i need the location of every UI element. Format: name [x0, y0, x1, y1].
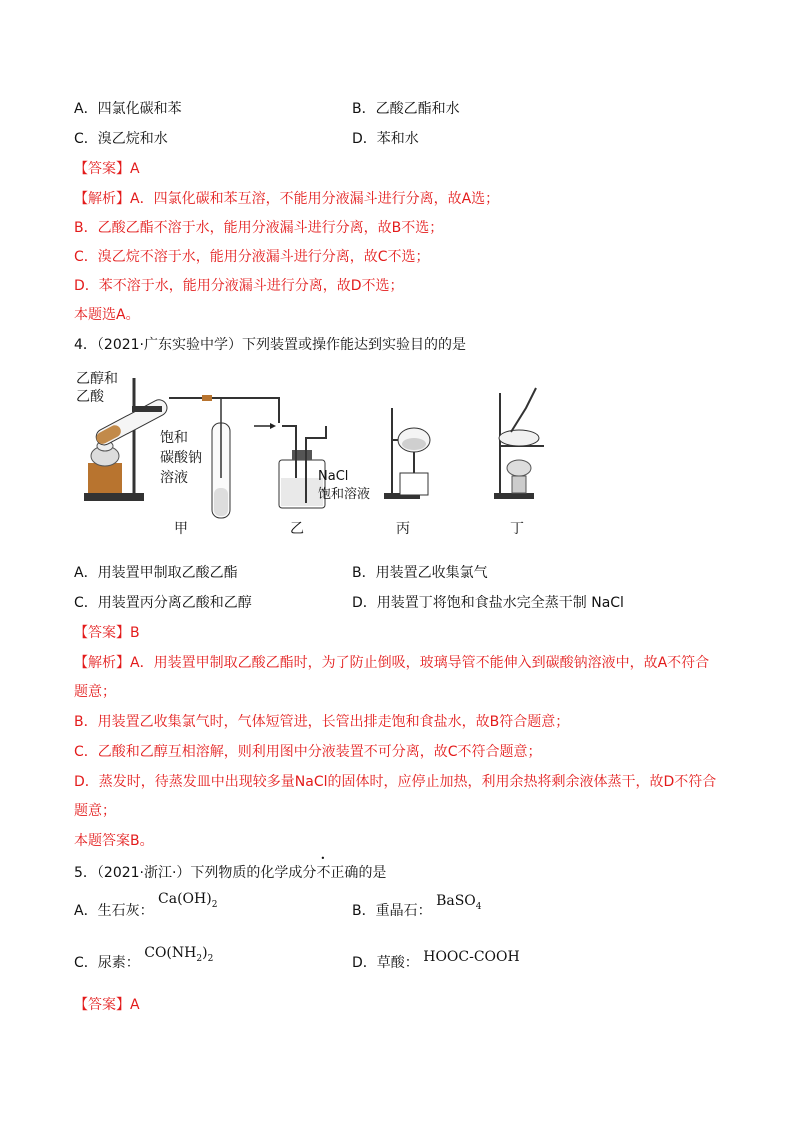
q5-option-c-formula: [144, 945, 214, 964]
apparatus-diagram: [74, 368, 634, 538]
caption-bing: 丙: [396, 521, 410, 537]
caption-jia: 甲: [174, 521, 188, 537]
heating-block: [88, 463, 122, 493]
q5-stem-prefix: 5．（2021·浙江·）下列物质的化学成分: [74, 865, 317, 881]
q3-option-a: A．四氯化碳和苯: [74, 101, 182, 117]
yi-label-line: NaCl: [318, 469, 349, 484]
q3-analysis-line: C．溴乙烷不溶于水，能用分液漏斗进行分离，故C不选；: [74, 249, 430, 265]
formula-subscript: 2: [211, 899, 218, 910]
formula-subscript: 2: [196, 953, 203, 964]
q3-analysis-line: 【解析】A．四氯化碳和苯互溶，不能用分液漏斗进行分离，故A选；: [74, 191, 500, 207]
formula-text: CO(NH: [144, 945, 197, 961]
jia-left-label: [76, 370, 118, 406]
caption-ding: 丁: [510, 521, 524, 537]
formula-subscript: 4: [475, 901, 482, 912]
q5-stem-suffix: 的是: [358, 865, 387, 881]
jia-right-label-line: 饱和: [160, 430, 188, 446]
q3-option-c: C．溴乙烷和水: [74, 131, 168, 147]
q5-option-a: [74, 891, 218, 922]
q3-analysis-line: 本题选A。: [74, 307, 140, 323]
q3-analysis-line: D．苯不溶于水，能用分液漏斗进行分离，故D不选；: [74, 278, 404, 294]
q4-analysis-line: C．乙酸和乙醇互相溶解，则利用图中分液装置不可分离，故C不符合题意；: [74, 744, 542, 760]
yi-label: [318, 468, 370, 504]
q5-stem: [74, 862, 386, 882]
q4-analysis-line: 题意；: [74, 803, 116, 819]
q4-analysis-line: 题意；: [74, 684, 116, 700]
q5-stem-emphasis: [316, 865, 358, 881]
formula-text: Ca(OH): [158, 891, 212, 907]
q4-option-a: A．用装置甲制取乙酸乙酯: [74, 565, 238, 581]
q5-option-d-formula: HOOC-COOH: [423, 949, 520, 965]
q4-answer: 【答案】B: [74, 625, 140, 641]
q5-stem-emph-text: 不正确: [316, 865, 359, 881]
q4-analysis-line: B．用装置乙收集氯气时，气体短管进，长管出排走饱和食盐水，故B符合题意；: [74, 714, 570, 730]
q5-option-c-label: C．尿素：: [74, 955, 140, 971]
q4-analysis-line: 本题答案B。: [74, 833, 154, 849]
jia-left-label-line: 乙醇和: [76, 371, 118, 387]
q4-analysis-line: 【解析】A．用装置甲制取乙酸乙酯时，为了防止倒吸，玻璃导管不能伸入到碳酸钠溶液中，故A不符合: [74, 655, 710, 671]
formula-text: BaSO: [436, 893, 476, 909]
q3-analysis-line: B．乙酸乙酯不溶于水，能用分液漏斗进行分离，故B不选；: [74, 220, 444, 236]
q5-option-d: [352, 949, 520, 972]
q5-option-c: [74, 945, 214, 974]
q5-option-b: [352, 893, 482, 922]
q5-option-d-label: D．草酸：: [352, 955, 419, 971]
q5-answer: 【答案】A: [74, 997, 140, 1013]
formula-subscript: 2: [207, 953, 214, 964]
yi-label-line: 饱和溶液: [318, 487, 371, 502]
q5-option-a-formula: [158, 891, 218, 910]
q4-option-b: B．用装置乙收集氯气: [352, 565, 488, 581]
q3-option-d: D．苯和水: [352, 131, 419, 147]
jia-right-label: [160, 428, 202, 488]
q5-option-b-label: B．重晶石：: [352, 903, 432, 919]
caption-yi: 乙: [290, 521, 304, 537]
formula-text: ): [202, 945, 208, 961]
q4-apparatus-figure: [74, 368, 634, 538]
stand-base: [84, 493, 144, 501]
q5-option-b-formula: [436, 893, 482, 912]
q4-analysis-line: D．蒸发时，待蒸发皿中出现较多量NaCl的固体时，应停止加热，利用余热将剩余液体蒸干，故D不符合: [74, 774, 717, 790]
q4-option-d: D．用装置丁将饱和食盐水完全蒸干制 NaCl: [352, 595, 624, 611]
q3-answer: 【答案】A: [74, 161, 140, 177]
jia-left-label-line: 乙酸: [76, 389, 104, 405]
q4-option-c: C．用装置丙分离乙酸和乙醇: [74, 595, 252, 611]
jia-right-label-line: 溶液: [160, 470, 188, 486]
jia-right-label-line: 碳酸钠: [160, 450, 202, 466]
q3-option-b: B．乙酸乙酯和水: [352, 101, 460, 117]
q5-option-a-label: A．生石灰：: [74, 903, 154, 919]
q4-stem: 4．（2021·广东实验中学）下列装置或操作能达到实验目的的是: [74, 337, 466, 353]
